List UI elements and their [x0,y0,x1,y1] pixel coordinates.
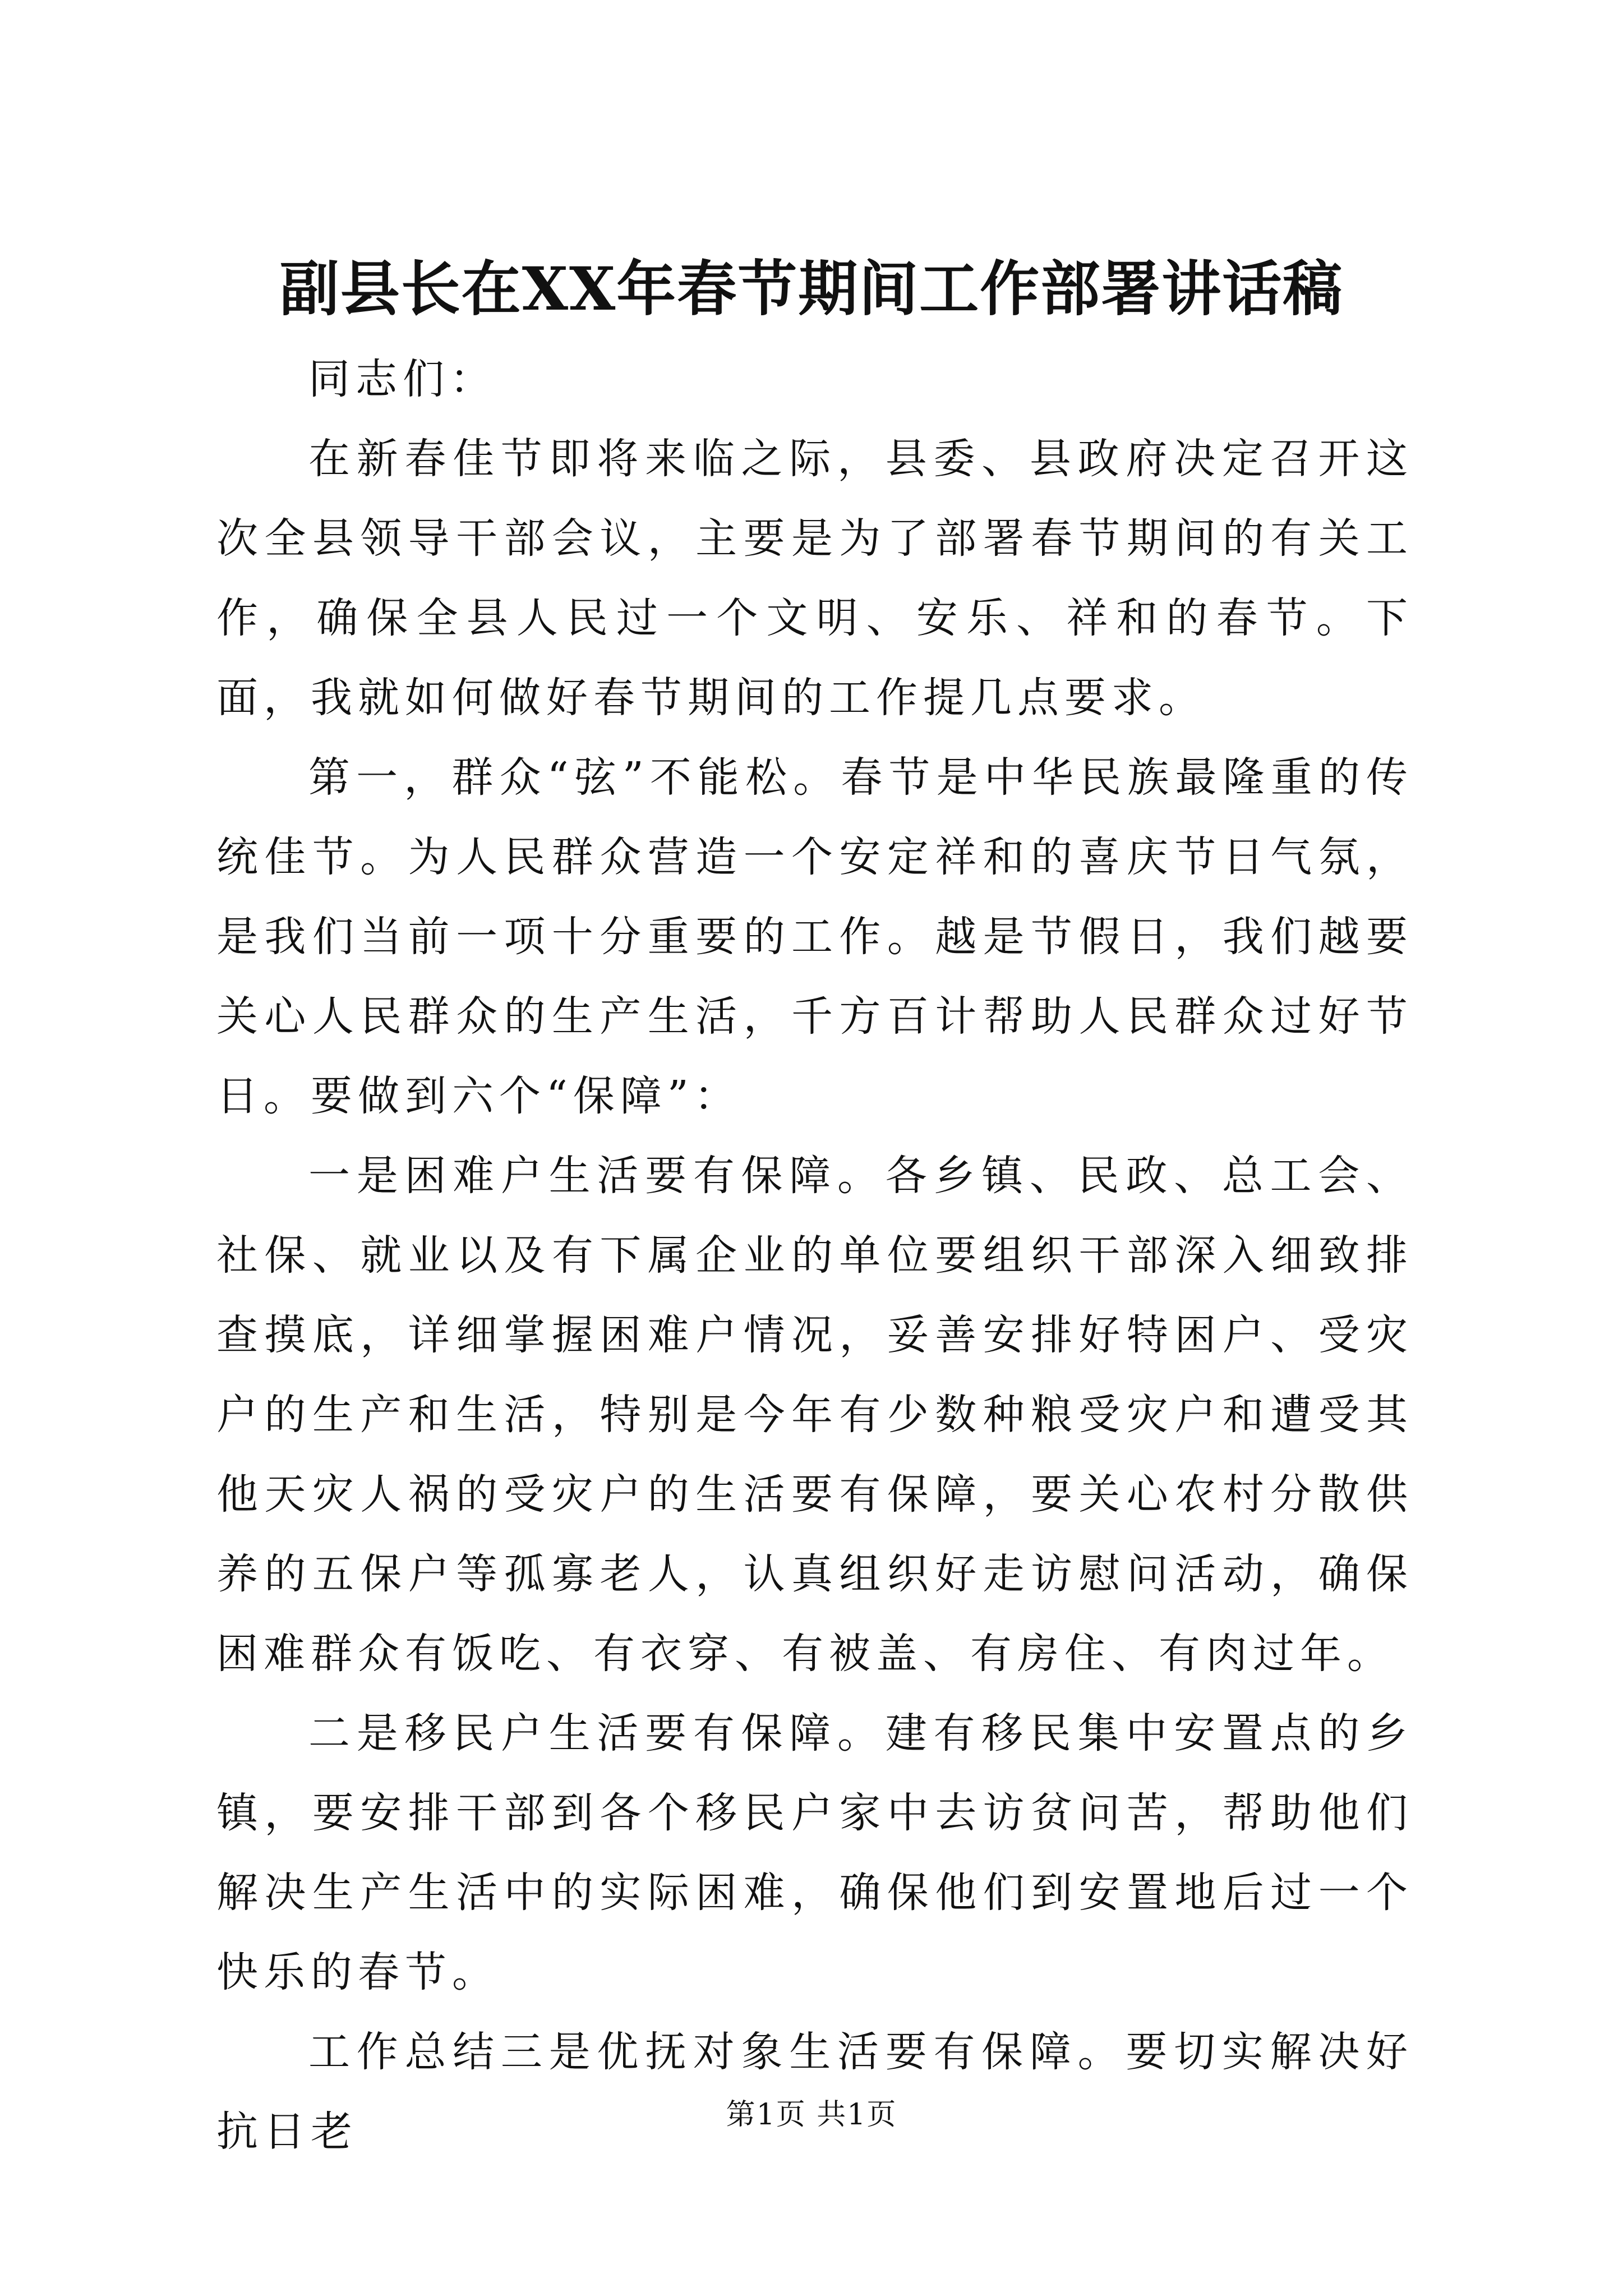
first-point-paragraph: 第一，群众“弦”不能松。春节是中华民族最隆重的传统佳节。为人民群众营造一个安定祥和的喜庆节日气氛，是我们当前一项十分重要的工作。越是节假日，我们越要关心人民群众的生产生活，千方百计帮助人民群众过好节日。要做到六个“保障”： [216,753,1413,1120]
salutation-paragraph: 同志们： [308,355,497,403]
guarantee-two-paragraph: 二是移民户生活要有保障。建有移民集中安置点的乡镇，要安排干部到各个移民户家中去访贫问苦，帮助他们解决生产生活中的实际困难，确保他们到安置地后过一个快乐的春节。 [216,1709,1413,1996]
document-title: 副县长在XX年春节期间工作部署讲话稿 [279,254,1344,324]
page-number-footer: 第1页 共1页 [726,2098,897,2132]
intro-paragraph: 在新春佳节即将来临之际，县委、县政府决定召开这次全县领导干部会议，主要是为了部署春节期间的有关工作，确保全县人民过一个文明、安乐、祥和的春节。下面，我就如何做好春节期间的工作提几点要求。 [216,435,1413,722]
document-body [216,339,1413,2171]
guarantee-one-paragraph: 一是困难户生活要有保障。各乡镇、民政、总工会、社保、就业以及有下属企业的单位要组织干部深入细致排查摸底，详细掌握困难户情况，妥善安排好特困户、受灾户的生产和生活，特别是今年有少数种粮受灾户和遭受其他天灾人祸的受灾户的生活要有保障，要关心农村分散供养的五保户等孤寡老人，认真组织好走访慰问活动，确保困难群众有饭吃、有衣穿、有被盖、有房住、有肉过年。 [216,1152,1413,1678]
guarantee-three-paragraph: 工作总结三是优抚对象生活要有保障。要切实解决好抗日老 [216,2028,1413,2156]
